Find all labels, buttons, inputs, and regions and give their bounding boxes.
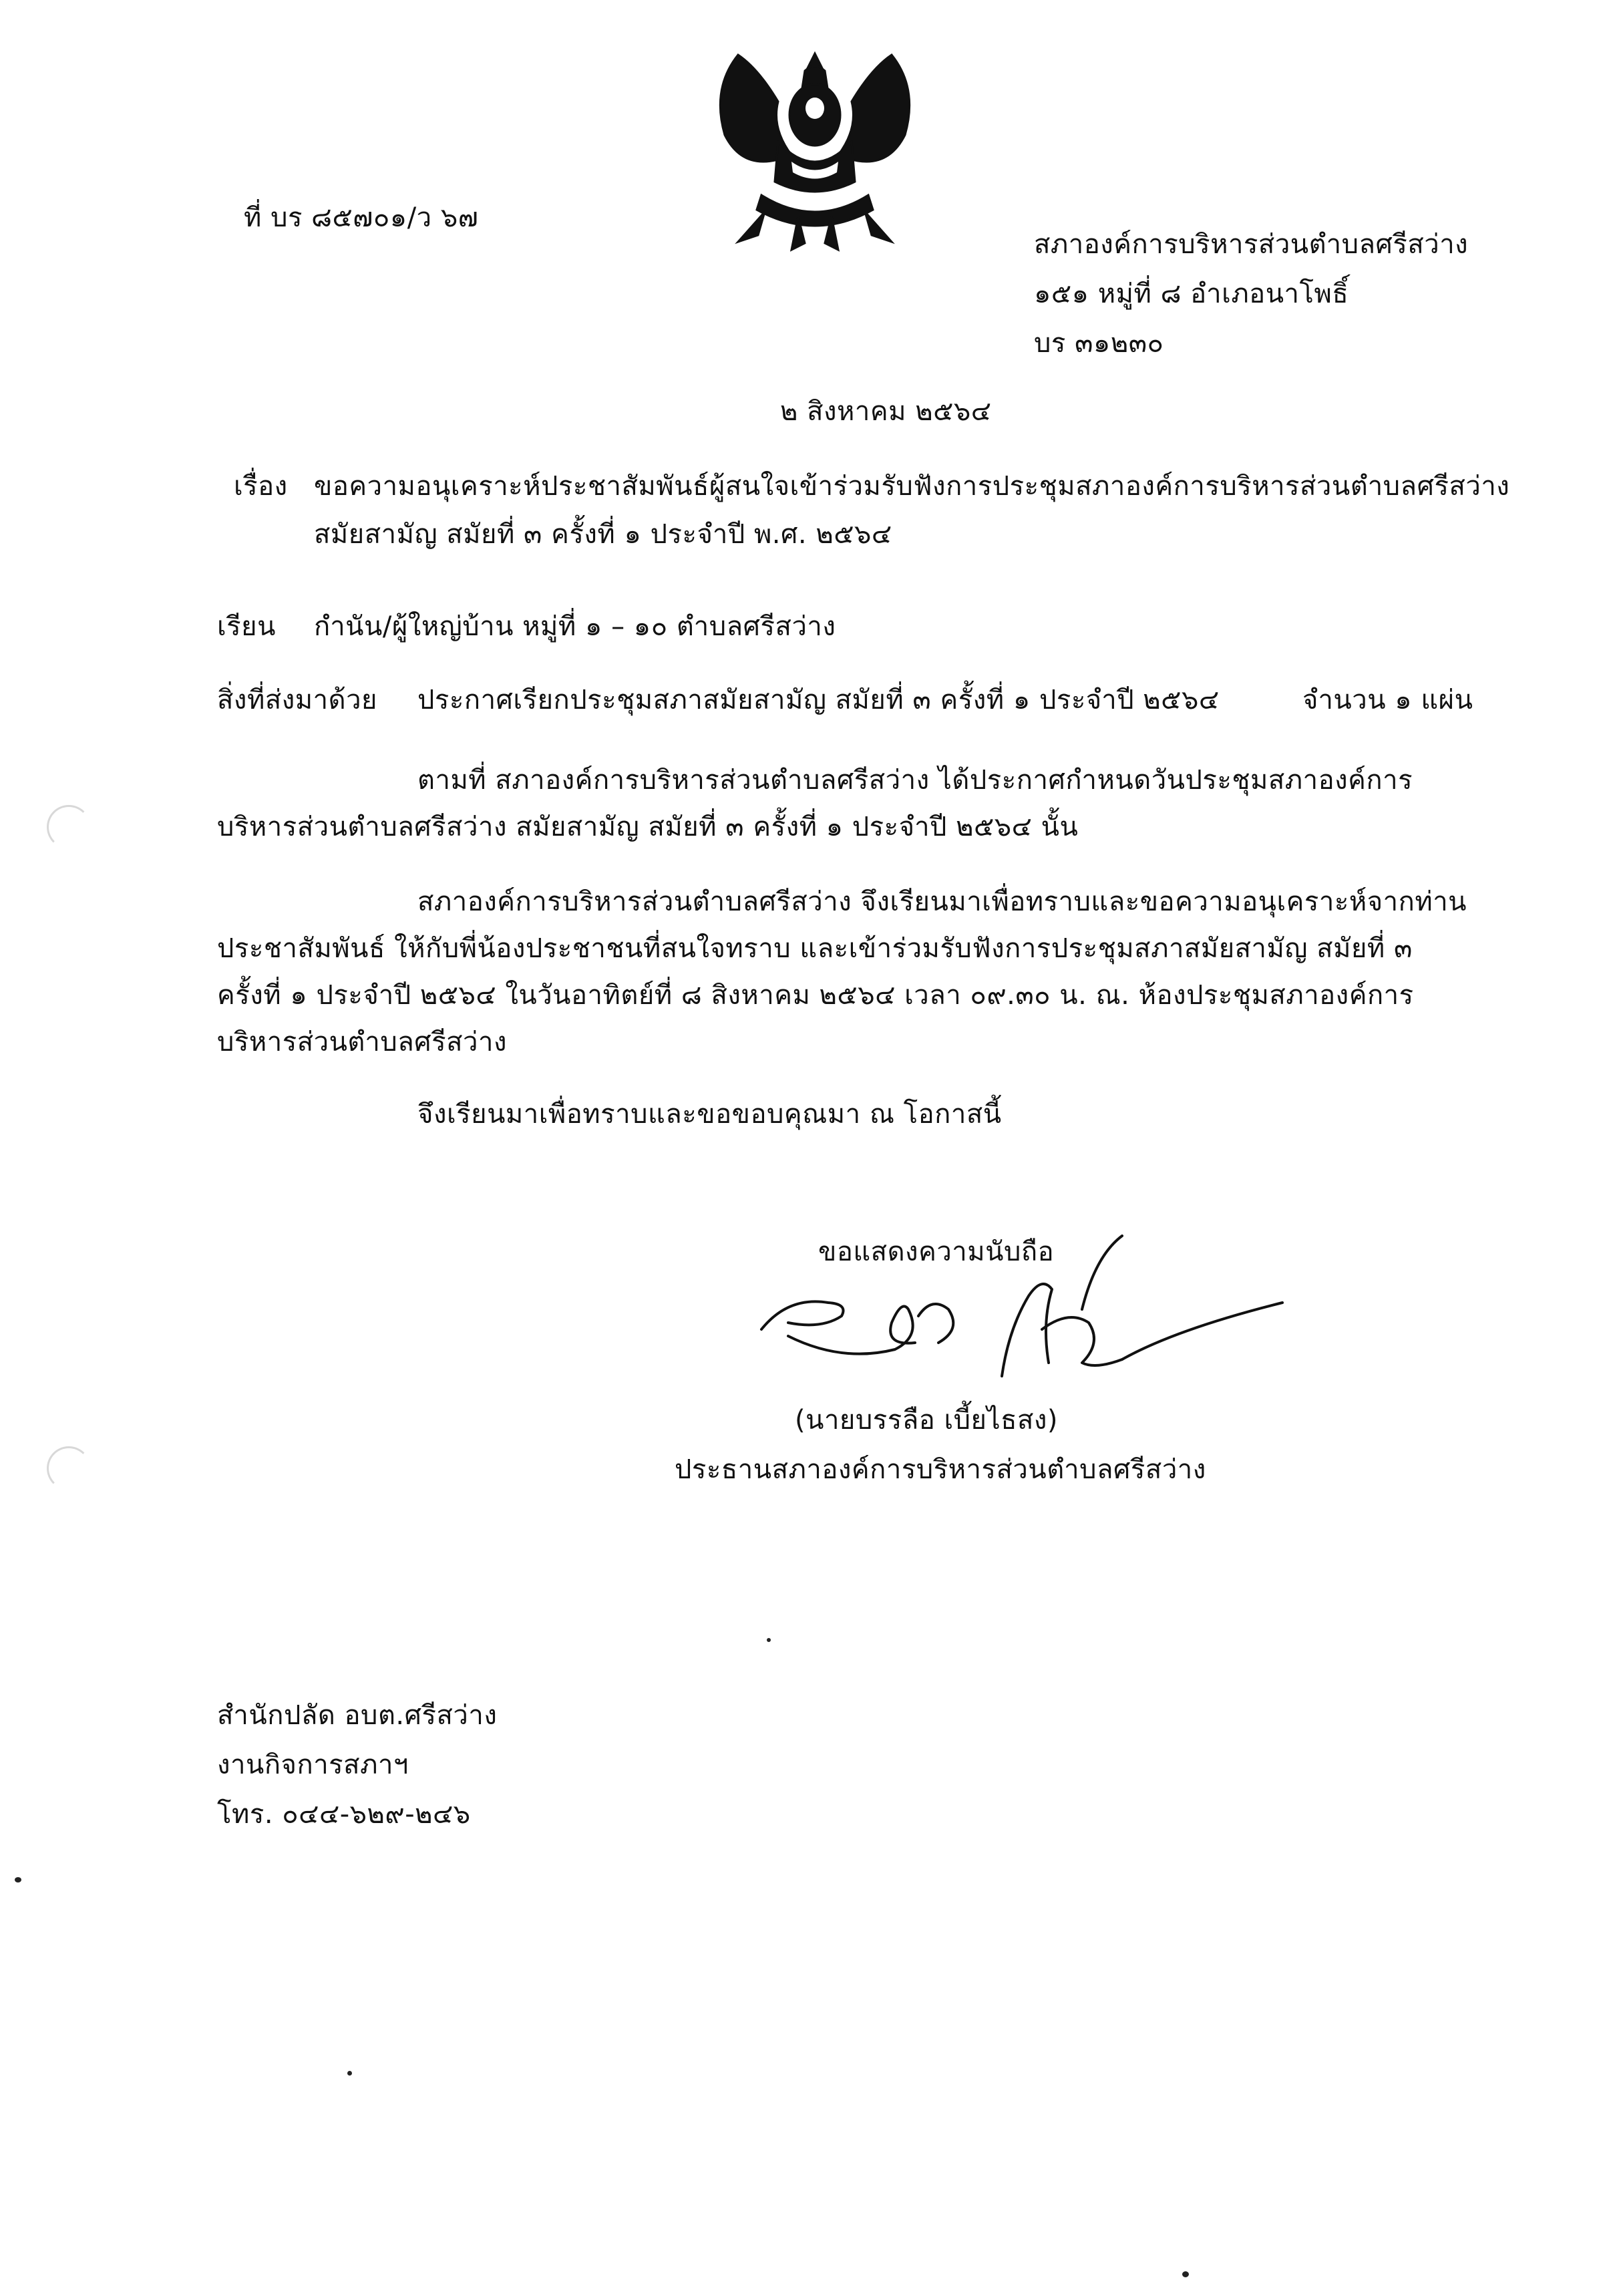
footer-section: งานกิจการสภาฯ <box>217 1750 409 1780</box>
paragraph-1-line-1: ตามที่ สภาองค์การบริหารส่วนตำบลศรีสว่าง ได้ประกาศกำหนดวันประชุมสภาองค์การ <box>417 765 1413 796</box>
paragraph-2-line-1: สภาองค์การบริหารส่วนตำบลศรีสว่าง จึงเรียนมาเพื่อทราบและขอความอนุเคราะห์จากท่าน <box>417 886 1467 917</box>
recipient: กำนัน/ผู้ใหญ่บ้าน หมู่ที่ ๑ – ๑๐ ตำบลศรีสว่าง <box>314 611 836 642</box>
scan-speck <box>347 2071 352 2076</box>
scan-mark <box>47 805 91 849</box>
subject-line-1: ขอความอนุเคราะห์ประชาสัมพันธ์ผู้สนใจเข้าร่วมรับฟังการประชุมสภาองค์การบริหารส่วนตำบลศรีสว่าง <box>314 471 1510 502</box>
enclosure: ประกาศเรียกประชุมสภาสมัยสามัญ สมัยที่ ๓ ครั้งที่ ๑ ประจำปี ๒๕๖๔ <box>417 685 1220 715</box>
recipient-label: เรียน <box>217 611 276 642</box>
sender-organization: สภาองค์การบริหารส่วนตำบลศรีสว่าง <box>1034 229 1469 260</box>
sender-address-line1: ๑๕๑ หมู่ที่ ๘ อำเภอนาโพธิ์ <box>1034 279 1349 309</box>
scan-speck <box>15 1877 21 1882</box>
sender-address-line2: บร ๓๑๒๓๐ <box>1034 328 1164 359</box>
signer-name: (นายบรรลือ เบี้ยไธสง) <box>795 1405 1059 1436</box>
signer-title: ประธานสภาองค์การบริหารส่วนตำบลศรีสว่าง <box>675 1454 1206 1485</box>
paragraph-2-line-2: ประชาสัมพันธ์ ให้กับพี่น้องประชาชนที่สนใจทราบ และเข้าร่วมรับฟังการประชุมสภาสมัยสามัญ สมัยที่ ๓ <box>217 933 1413 964</box>
garuda-emblem-icon <box>698 41 932 254</box>
scan-speck <box>1182 2271 1189 2277</box>
paragraph-2-line-4: บริหารส่วนตำบลศรีสว่าง <box>217 1027 507 1057</box>
subject-line-2: สมัยสามัญ สมัยที่ ๓ ครั้งที่ ๑ ประจำปี พ.ศ. ๒๕๖๔ <box>314 519 892 550</box>
paragraph-1-line-2: บริหารส่วนตำบลศรีสว่าง สมัยสามัญ สมัยที่ ๓ ครั้งที่ ๑ ประจำปี ๒๕๖๔ นั้น <box>217 812 1079 842</box>
footer-office: สำนักปลัด อบต.ศรีสว่าง <box>217 1700 498 1731</box>
reference-number: ที่ บร ๘๕๗๐๑/ว ๖๗ <box>244 202 479 233</box>
scan-mark <box>47 1446 91 1490</box>
paragraph-2-line-3: ครั้งที่ ๑ ประจำปี ๒๕๖๔ ในวันอาทิตย์ที่ ๘ สิงหาคม ๒๕๖๔ เวลา ๐๙.๓๐ น. ณ. ห้องประชุมสภาองค์การ <box>217 980 1414 1011</box>
signature-mark <box>748 1229 1296 1396</box>
enclosure-label: สิ่งที่ส่งมาด้วย <box>217 685 377 715</box>
enclosure-count: จำนวน ๑ แผ่น <box>1302 685 1473 715</box>
subject-label: เรื่อง <box>234 471 288 502</box>
letter-date: ๒ สิงหาคม ๒๕๖๔ <box>780 396 992 427</box>
closing-sentence: จึงเรียนมาเพื่อทราบและขอขอบคุณมา ณ โอกาสนี้ <box>417 1099 1002 1130</box>
footer-phone: โทร. ๐๔๔-๖๒๙-๒๔๖ <box>217 1799 471 1830</box>
salutation: ขอแสดงความนับถือ <box>818 1237 1055 1267</box>
scan-speck <box>767 1638 771 1642</box>
